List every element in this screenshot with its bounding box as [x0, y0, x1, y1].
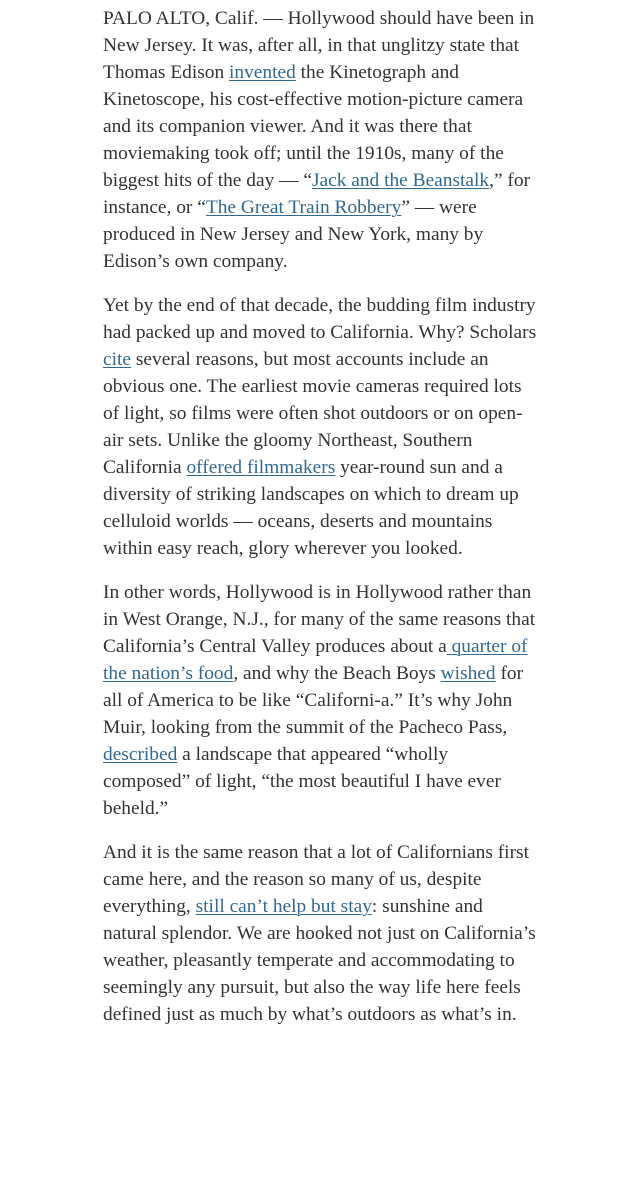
article-paragraph: [103, 839, 538, 1028]
link-cite[interactable]: cite: [103, 349, 131, 370]
paragraph-text: the Kinetograph and Kinetoscope, his cost-effective motion-picture camera and its companion viewer. And it was there that moviemaking took off; until the 1910s, many of the biggest hits of the day — “: [103, 62, 524, 191]
paragraph-text: And it is the same reason that a lot of Californians first came here, and the reason so many of us, despite everything,: [103, 842, 529, 917]
link-wished[interactable]: wished: [440, 663, 496, 684]
paragraph-text: PALO ALTO, Calif. — Hollywood should have been in New Jersey. It was, after all, in that unglitzy state that Thomas Edison: [103, 8, 535, 83]
paragraph-text: ,” for instance, or “: [103, 170, 531, 218]
link-the-great-train-robbery[interactable]: The Great Train Robbery: [205, 197, 402, 218]
paragraph-text: year-round sun and a diversity of striking landscapes on which to dream up celluloid worlds — oceans, deserts and mountains within easy reach, glory wherever you looked.: [103, 457, 519, 559]
paragraph-text: ” — were produced in New Jersey and New York, many by Edison’s own company.: [103, 197, 484, 272]
link-offered-filmmakers[interactable]: offered filmmakers: [186, 457, 336, 478]
link-still-cant-help-but-stay[interactable]: still can’t help but stay: [195, 896, 372, 917]
paragraph-text: several reasons, but most accounts include an obvious one. The earliest movie cameras required lots of light, so films were often shot outdoors or on open-air sets. Unlike the gloomy Northeast, Southern California: [103, 349, 523, 478]
article-paragraph: [103, 292, 538, 562]
paragraph-text: In other words, Hollywood is in Hollywood rather than in West Orange, N.J., for many of the same reasons that California’s Central Valley produces about a: [103, 582, 536, 657]
link-quarter-of-the-nations-food[interactable]: quarter of the nation’s food: [103, 636, 528, 684]
paragraph-text: a landscape that appeared “wholly composed” of light, “the most beautiful I have ever beheld.”: [103, 744, 501, 819]
article-paragraph: [103, 579, 538, 822]
article-paragraph: [103, 5, 538, 275]
link-invented[interactable]: invented: [229, 62, 296, 83]
paragraph-text: : sunshine and natural splendor. We are hooked not just on California’s weather, pleasantly temperate and accommodating to seemingly any pursuit, but also the way life here feels defined just as much by what’s outdoors as what’s in.: [103, 896, 536, 1025]
paragraph-text: for all of America to be like “Californi-a.” It’s why John Muir, looking from the summit of the Pacheco Pass,: [103, 663, 524, 738]
paragraph-text: , and why the Beach Boys: [233, 663, 441, 684]
link-jack-and-the-beanstalk[interactable]: Jack and the Beanstalk: [311, 170, 490, 191]
link-described[interactable]: described: [103, 744, 178, 765]
paragraph-text: Yet by the end of that decade, the budding film industry had packed up and moved to California. Why? Scholars: [103, 295, 537, 343]
